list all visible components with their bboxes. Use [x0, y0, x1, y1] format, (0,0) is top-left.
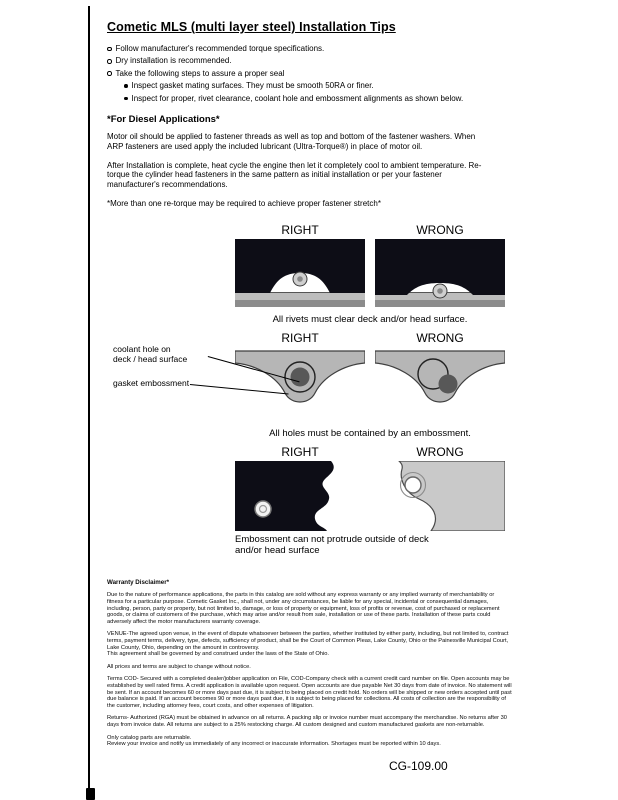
embossment-wrong-diagram	[375, 347, 505, 425]
rivet-caption: All rivets must clear deck and/or head surface.	[272, 313, 468, 325]
tip-text: Take the following steps to assure a proper seal	[115, 68, 285, 78]
right-label: RIGHT	[281, 330, 319, 345]
hollow-bullet-icon	[107, 71, 112, 76]
tip-text: Inspect for proper, rivet clearance, coolant hole and embossment alignments as shown below.	[131, 93, 464, 103]
warranty-paragraph: Terms COD- Secured with a completed dealer/jobber application on File, COD-Company check with a current credit card number on file. Open accounts may be established by well rated firms. A credit application is available upon request. Open accounts are due payable Net 30 days from date of invoice. No statement will be sent. If an account becomes 60 or more days past due, it is subject to being placed on credit hold. No orders will be shipped or new orders accepted until past due balance is paid. If an account becomes 90 or more days past due, it is subject to being placed for collections. All costs of collection are the responsibility of the customer, including attorney fees, court costs, and other expenses of litigation.	[107, 676, 512, 709]
wrong-label: WRONG	[416, 444, 464, 459]
page-title: Cometic MLS (multi layer steel) Installation Tips	[107, 20, 396, 34]
corner-mark	[86, 788, 95, 800]
protrusion-right-diagram	[235, 461, 365, 531]
diesel-paragraph-1: Motor oil should be applied to fastener threads as well as top and bottom of the fastener washers. When ARP fasteners are used apply the included lubricant (Ultra-Torque®) in place of motor oil.	[107, 132, 476, 151]
protrusion-wrong-diagram	[375, 461, 505, 531]
tip-item	[107, 68, 514, 80]
protrusion-caption-line1: Embossment can not protrude outside of deck	[235, 533, 429, 545]
hollow-bullet-icon	[107, 47, 112, 52]
tip-text: Inspect gasket mating surfaces. They must be smooth 50RA or finer.	[131, 81, 374, 91]
page-number: CG-109.00	[389, 758, 448, 773]
hollow-bullet-icon	[107, 59, 112, 64]
diesel-paragraph-2: After Installation is complete, heat cycle the engine then let it completely cool to ambient temperature. Re-torque the cylinder head fasteners in the same pattern as initial installation or per your fastener manufacturer's recommendations.	[107, 160, 482, 190]
tip-subitem	[107, 80, 514, 92]
embossment-right-diagram	[235, 347, 365, 425]
right-label: RIGHT	[281, 222, 319, 237]
diagram-row-protrusion	[235, 446, 505, 556]
warranty-paragraph: Due to the nature of performance applications, the parts in this catalog are sold without any express warranty or any implied warranty of merchantability or fitness for a particular purpose. Cometic Gasket Inc., shall not, under any circumstances, be liable for any special, incidental or consequential damages, including, person, party or property, but not limited to, damage, or loss of property or equipment, loss of profits or revenue, cost of purchased or replacement goods, or claims of customers of the purchase, which may arise and/or result from sale, installation or use of these parts. Installation of these parts could adversely affect the motor manufacturers warranty coverage.	[107, 592, 500, 625]
diagram-row-embossment	[113, 330, 505, 439]
diesel-applications-heading: *For Diesel Applications*	[107, 114, 220, 126]
rivet-right-diagram	[235, 239, 365, 311]
warranty-heading: Warranty Disclaimer*	[107, 578, 170, 586]
wrong-label: WRONG	[416, 222, 464, 237]
warranty-paragraph: VENUE-The agreed upon venue, in the event of dispute whatsoever between the parties, whether instituted by either party, including, but not limited to, contract terms, payment terms, delivery, type, defects, sufficiency of product, shall be the Court of Common Pleas, Lake County, Ohio or the Painesville Municipal Court, Lake County, Ohio, depending on the amount in controversy. This agreement shall be governed by and construed under the laws of the State of Ohio.	[107, 631, 509, 658]
warranty-paragraph: Returns- Authorized (RGA) must be obtained in advance on all returns. A packing slip or invoice number must accompany the merchandise. No returns after 30 days from invoice date. All returns are subject to a 25% restocking charge. All custom designed and custom manufactured gaskets are non-returnable.	[107, 715, 507, 728]
tip-item	[107, 43, 514, 55]
rivet-wrong-diagram	[375, 239, 505, 311]
tip-text: Follow manufacturer's recommended torque specifications.	[115, 44, 325, 53]
right-label: RIGHT	[281, 444, 319, 459]
diagram-section	[113, 222, 505, 556]
filled-bullet-icon	[124, 84, 128, 88]
gasket-embossment-annotation: gasket embossment	[113, 377, 190, 388]
tip-text: Dry installation is recommended.	[115, 56, 232, 66]
diagram-row-rivets	[235, 224, 505, 325]
page-content	[89, 0, 618, 773]
warranty-paragraph: All prices and terms are subject to change without notice.	[107, 663, 251, 670]
installation-tips-list	[107, 43, 514, 105]
retorque-note: *More than one re-torque may be required to achieve proper fastener stretch*	[107, 199, 381, 209]
wrong-label: WRONG	[416, 330, 464, 345]
tip-subitem	[107, 93, 514, 105]
coolant-hole-annotation: coolant hole on deck / head surface	[113, 343, 188, 364]
warranty-section	[107, 580, 514, 748]
filled-bullet-icon	[124, 97, 128, 101]
protrusion-caption-line2: and/or head surface	[235, 544, 320, 556]
warranty-paragraph: Only catalog parts are returnable. Review your invoice and notify us immediately of any incorrect or inaccurate information. Shortages must be reported within 10 days.	[107, 734, 441, 748]
embossment-caption: All holes must be contained by an embossment.	[269, 427, 471, 439]
tip-item	[107, 55, 514, 67]
